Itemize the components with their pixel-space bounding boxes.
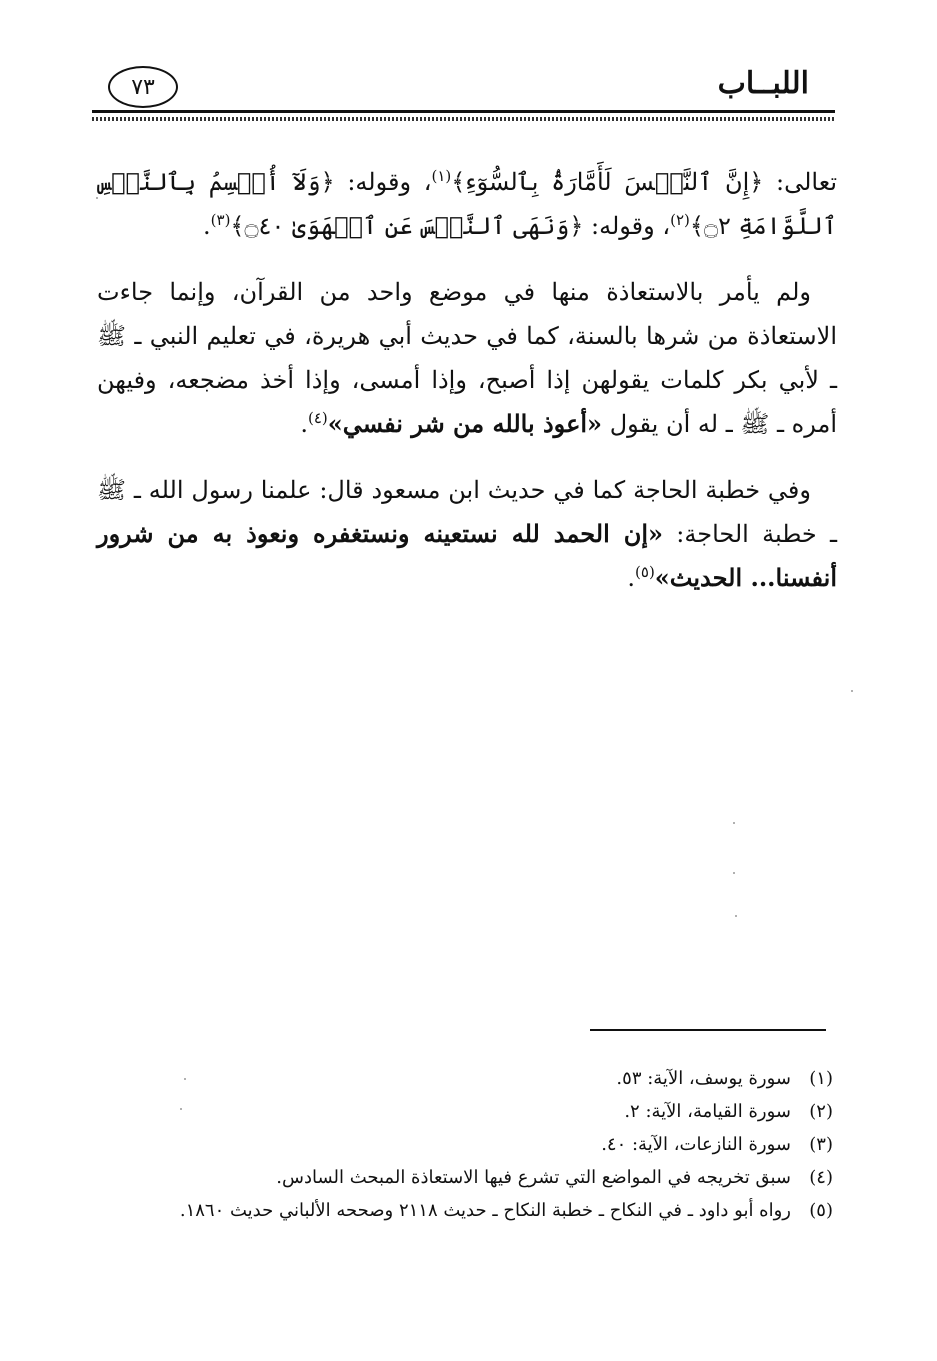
footnote-text: سورة يوسف، الآية: ٥٣. xyxy=(616,1068,791,1089)
paragraph-3 xyxy=(97,468,837,600)
footnote-text: سورة النازعات، الآية: ٤٠. xyxy=(601,1134,791,1155)
paragraph-2 xyxy=(97,270,837,446)
footnote-ref: (٣) xyxy=(210,211,231,229)
footnote-text: رواه أبو داود ـ في النكاح ـ خطبة النكاح ـ حديث ٢١١٨ وصححه الألباني حديث ١٨٦٠. xyxy=(179,1200,791,1221)
text-run: . xyxy=(300,410,308,438)
footnote-ref: (٥) xyxy=(635,563,655,581)
scan-speck xyxy=(180,1108,182,1110)
paragraph-1 xyxy=(97,160,837,248)
hadith-quote: «أعوذ بالله من شر نفسي» xyxy=(327,409,603,438)
text-run: ، وقوله: xyxy=(334,168,432,196)
hadith-quote: «إن الحمد لله نستعينه ونستغفره ونعوذ به من شرور أنفسنا... الحديث» xyxy=(97,519,837,592)
footnote-ref: (٤) xyxy=(307,409,328,427)
quran-verse: ﴿إِنَّ ٱلنَّفۡسَ لَأَمَّارَةُۢ بِٱلسُّوٓءِ﴾ xyxy=(451,168,764,196)
footnote-text: سبق تخريجه في المواضع التي تشرع فيها الاستعاذة المبحث السادس. xyxy=(276,1167,791,1188)
header-rule xyxy=(92,110,835,121)
quran-verse: ﴿وَلَآ أُقۡسِمُ بِٱلنَّفۡسِ ٱللَّوَّامَةِ ۝٢﴾ xyxy=(97,168,837,240)
footnote-number: (٣) xyxy=(809,1134,833,1155)
footnote-item xyxy=(93,1128,833,1161)
footnote-ref: (١) xyxy=(431,167,452,185)
scan-speck xyxy=(851,690,853,692)
page-number: ٧٣ xyxy=(108,66,178,108)
scan-speck xyxy=(733,822,735,824)
footnote-item xyxy=(93,1161,833,1194)
footnote-item xyxy=(93,1194,833,1227)
scan-speck xyxy=(184,1078,186,1080)
main-text xyxy=(97,160,837,622)
footnote-number: (٤) xyxy=(809,1167,833,1188)
footnote-item xyxy=(93,1095,833,1128)
footnote-ref: (٢) xyxy=(670,211,690,229)
running-header-title: اللبــاب xyxy=(717,66,809,101)
scan-speck xyxy=(733,872,735,874)
scan-speck xyxy=(735,915,737,917)
footnote-number: (١) xyxy=(809,1068,833,1089)
text-run: وفي خطبة الحاجة كما في حديث ابن مسعود قال: علمنا رسول الله ـ ﷺ ـ خطبة الحاجة: xyxy=(97,476,838,548)
footnote-separator xyxy=(590,1029,826,1031)
text-run: . xyxy=(627,564,636,592)
text-run: . xyxy=(203,212,211,240)
footnote-number: (٢) xyxy=(809,1101,833,1122)
quran-verse: ﴿وَنَهَى ٱلنَّفۡسَ عَنِ ٱلۡهَوَىٰ ۝٤٠﴾ xyxy=(230,212,584,240)
footnotes xyxy=(93,1062,833,1227)
text-run: ، وقوله: xyxy=(583,212,671,240)
text-run: ولم يأمر بالاستعاذة منها في موضع واحد من القرآن، وإنما جاءت الاستعاذة من شرها بالسنة، كما في حديث أبي هريرة، في تعليم النبي ـ ﷺ ـ لأبي بكر كلمات يقولهن إذا أصبح، وإذا أمسى، وإذا أخذ مضجعه، وفيهن أمره ـ ﷺ ـ له أن يقول xyxy=(97,278,837,438)
footnote-item xyxy=(93,1062,833,1095)
text-run: تعالى: xyxy=(763,168,837,196)
scan-speck xyxy=(96,197,98,199)
footnote-number: (٥) xyxy=(809,1200,833,1221)
footnote-text: سورة القيامة، الآية: ٢. xyxy=(624,1101,791,1122)
